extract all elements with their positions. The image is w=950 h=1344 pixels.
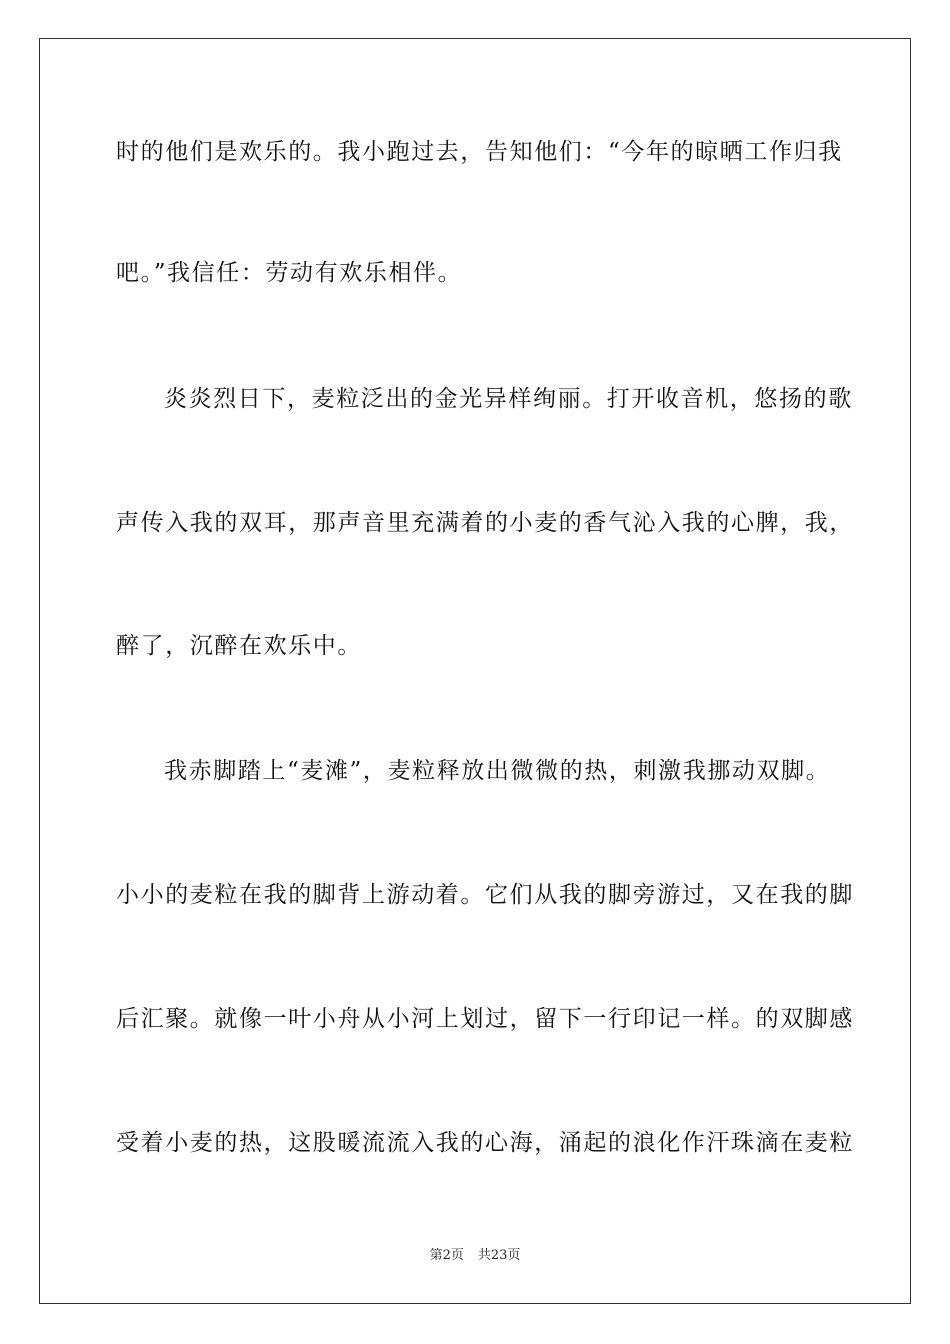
body-line-8: 后汇聚。就像一叶小舟从小河上划过，留下一行印记一样。的双脚感 xyxy=(116,1006,854,1032)
body-line-2: 吧。”我信任：劳动有欢乐相伴。 xyxy=(116,260,463,286)
page-footer xyxy=(0,1247,950,1265)
body-line-5: 醉了，沉醉在欢乐中。 xyxy=(116,633,362,659)
body-line-1: 时的他们是欢乐的。我小跑过去，告知他们：“今年的晾晒工作归我 xyxy=(116,139,843,165)
body-line-7: 小小的麦粒在我的脚背上游动着。它们从我的脚旁游过，又在我的脚 xyxy=(116,882,854,908)
body-line-3: 炎炎烈日下，麦粒泛出的金光异样绚丽。打开收音机，悠扬的歌 xyxy=(164,386,853,412)
body-line-4: 声传入我的双耳，那声音里充满着的小麦的香气沁入我的心脾，我， xyxy=(116,510,854,536)
page-number: 第2页 xyxy=(429,1248,464,1263)
page-total: 共23页 xyxy=(477,1248,521,1263)
body-line-6: 我赤脚踏上“麦滩”，麦粒释放出微微的热，刺激我挪动双脚。 xyxy=(164,758,831,784)
page-border xyxy=(39,38,911,1304)
body-line-9: 受着小麦的热，这股暖流流入我的心海，涌起的浪化作汗珠滴在麦粒 xyxy=(116,1130,854,1156)
